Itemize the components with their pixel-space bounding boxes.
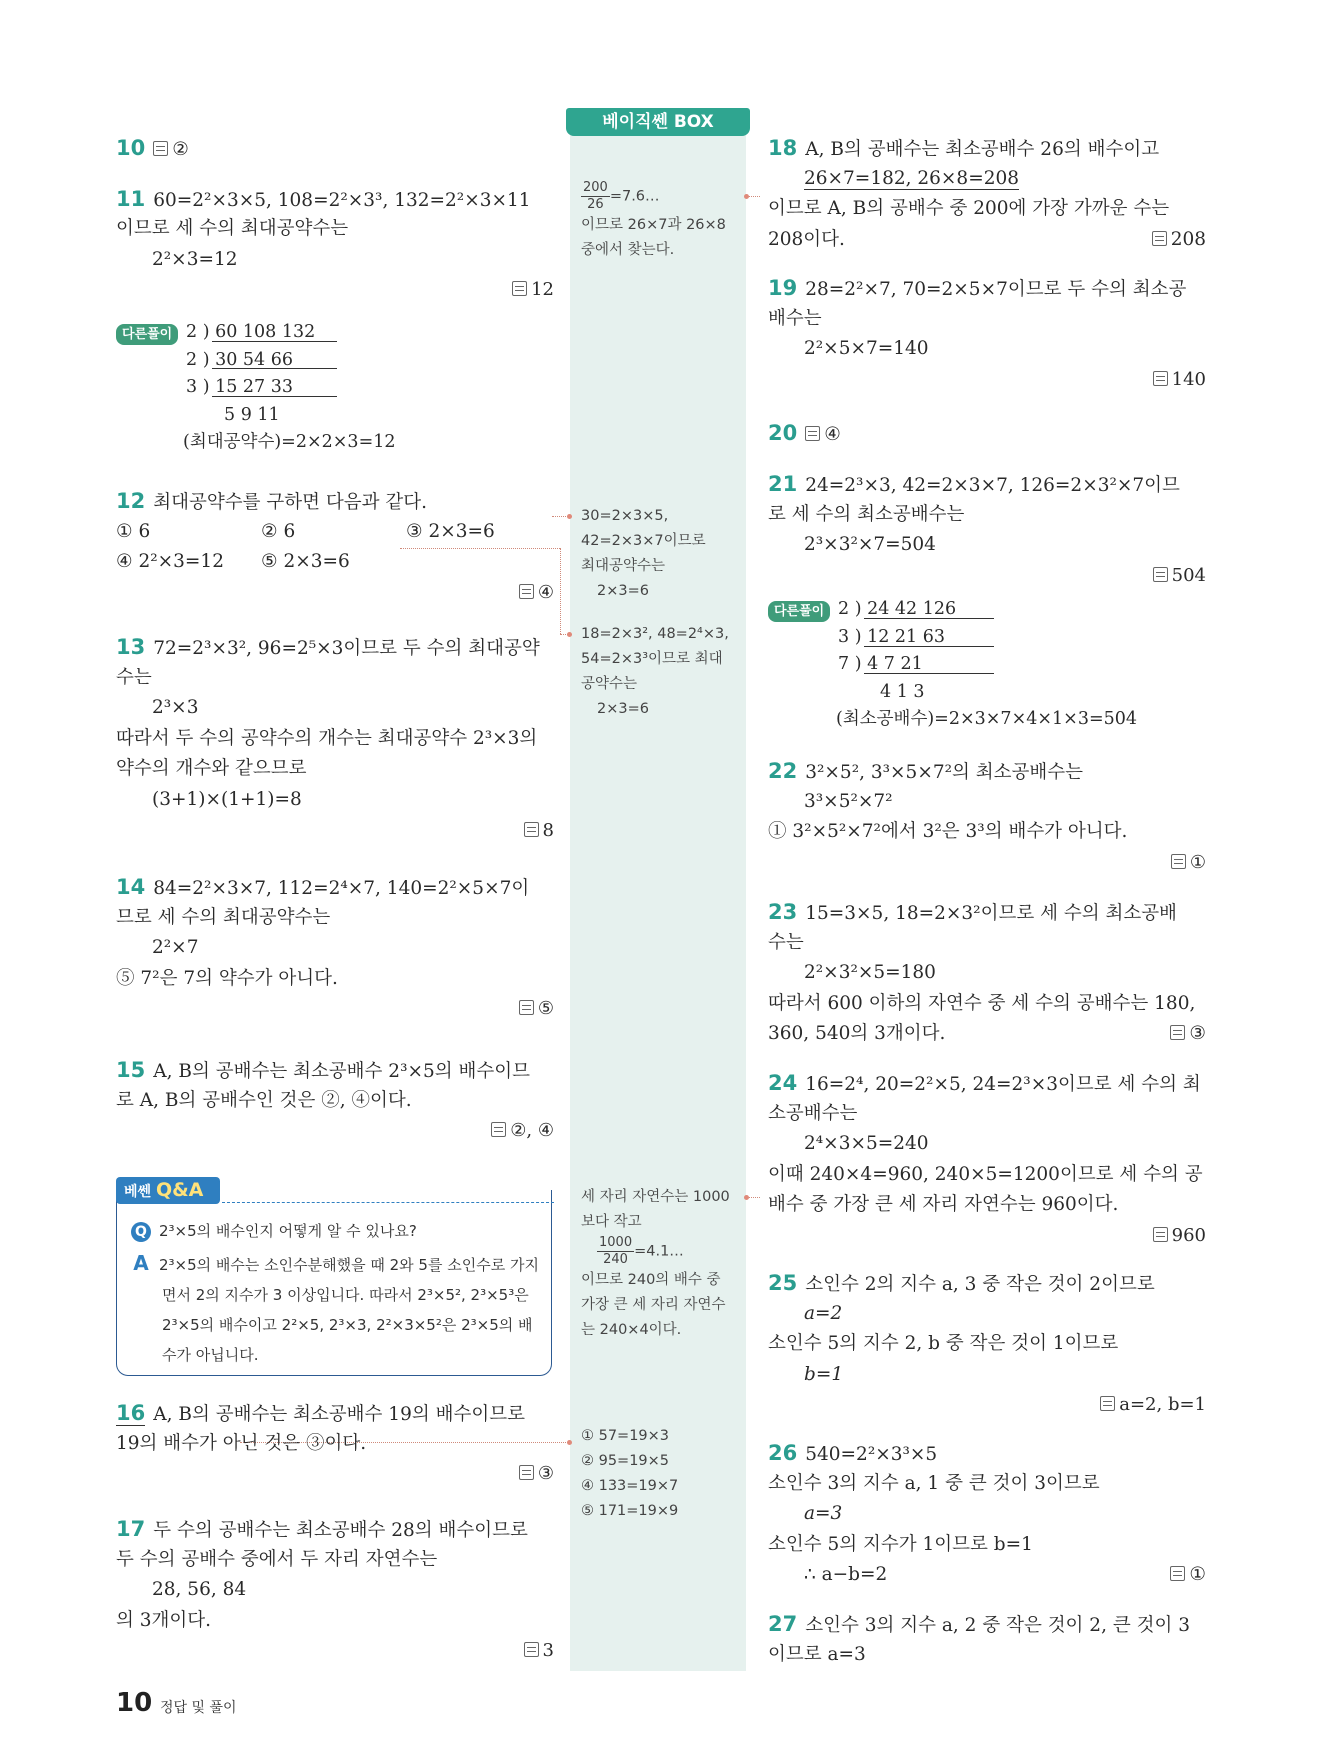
page-number: 10	[116, 1688, 153, 1718]
connector-dot	[567, 1440, 572, 1445]
page-footer-label: 정답 및 풀이	[160, 1700, 237, 1716]
problem-25: 25 소인수 2의 지수 a, 3 중 작은 것이 2이므로 a=2 소인수 5의 지수 2, b 중 작은 것이 1이므로 b=1 a=2, b=1	[768, 1271, 1206, 1416]
problem-19: 19 28=2²×7, 70=2×5×7이므로 두 수의 최소공 배수는 2²×5×7=140 140	[768, 276, 1206, 390]
connector-dot	[744, 1195, 749, 1200]
basic-box-title: 베이직쎈 BOX	[566, 108, 750, 136]
answer-icon	[1153, 1227, 1168, 1242]
answer-icon	[1170, 1025, 1185, 1040]
answer-icon	[1153, 567, 1168, 582]
fraction: $\frac{1000}{240}$	[599, 1235, 633, 1267]
qa-question: Q 2³×5의 배수인지 어떻게 알 수 있나요?	[131, 1216, 417, 1246]
problem-17: 17 두 수의 공배수는 최소공배수 28의 배수이므로 두 수의 공배수 중에서 두 자리 자연수는 28, 56, 84 의 3개이다. 3	[116, 1517, 554, 1662]
problem-16: 16 A, B의 공배수는 최소공배수 19의 배수이므로 19의 배수가 아닌 것은 ③이다. ③	[116, 1401, 554, 1485]
box-note-18: $\frac{200}{26}$ =7.6… 이므로 26×7과 26×8 중에서 찾는다.	[581, 180, 726, 258]
answer-icon	[519, 1000, 534, 1015]
problem-22: 22 3²×5², 3³×5×7²의 최소공배수는 3³×5²×7² ① 3²×5²×7²에서 3²은 3³의 배수가 아니다. ①	[768, 759, 1206, 873]
problem-12: 12 최대공약수를 구하면 다음과 같다. ① 6 ② 6 ③ 2×3=6 ④ 2²×3=12 ⑤ 2×3=6 ④	[116, 489, 554, 603]
q-icon: Q	[131, 1222, 151, 1242]
problem-11: 11 60=2²×3×5, 108=2²×3³, 132=2²×3×11	[116, 186, 531, 211]
a-icon: A	[133, 1251, 149, 1275]
left-column: 10 ② 11 60=2²×3×5, 108=2²×3³, 132=2²×3×11 이므로 세 수의 최대공약수는 2²×3=12 12	[116, 133, 554, 306]
problem-21: 21 24=2³×3, 42=2×3×7, 126=2×3²×7이므 로 세 수의 최소공배수는 2³×3²×7=504 504	[768, 472, 1206, 586]
alt-solution-badge: 다른풀이	[116, 324, 178, 345]
answer-icon	[524, 822, 539, 837]
problem-24: 24 16=2⁴, 20=2²×5, 24=2³×3이므로 세 수의 최 소공배수는 2⁴×3×5=240 이때 240×4=960, 240×5=1200이므로 세 수의 공 배수 중 가장 큰 세 자리 자연수는 960이다. 960	[768, 1071, 1206, 1246]
box-note-24: 세 자리 자연수는 1000 보다 작고 $\frac{1000}{240}$ =4.1… 이므로 240의 배수 중 가장 큰 세 자리 자연수 는 240×4이다.	[581, 1189, 730, 1338]
qa-title: 베쎈 Q&A	[116, 1177, 220, 1204]
answer-icon	[1170, 1566, 1185, 1581]
qa-divider	[222, 1202, 554, 1203]
qa-answer: A 2³×5의 배수는 소인수분해했을 때 2와 5를 소인수로 가지 면서 2의 지수가 3 이상입니다. 따라서 2³×5², 2³×5³은 2³×5의 배수이고 2²×5, 2³×3, 2²×3×5²은 2³×5의 배 수가 아닙니다.	[131, 1248, 539, 1370]
connector-dot	[744, 194, 749, 199]
problem-27: 27 소인수 3의 지수 a, 2 중 작은 것이 2, 큰 것이 3 이므로 a=3	[768, 1612, 1190, 1665]
problem-13: 13 72=2³×3², 96=2⁵×3이므로 두 수의 최대공약 수는 2³×3 따라서 두 수의 공약수의 개수는 최대공약수 2³×3의 약수의 개수와 같으므로 (3+1)×(1+1)=8 8	[116, 635, 554, 841]
answer-icon	[519, 1465, 534, 1480]
answer-icon	[1152, 231, 1167, 246]
answer-icon	[1100, 1396, 1115, 1411]
box-note-13: 18=2×3², 48=2⁴×3, 54=2×3³이므로 최대 공약수는 2×3=6	[581, 626, 729, 717]
connector-dot	[567, 514, 572, 519]
connector-dot	[567, 632, 572, 637]
problem-23: 23 15=3×5, 18=2×3²이므로 세 수의 최소공배 수는 2²×3²×5=180 따라서 600 이하의 자연수 중 세 수의 공배수는 180, 360, 540의 3개이다. ③	[768, 900, 1206, 1045]
answer-icon	[1171, 854, 1186, 869]
problem-26: 26 540=2²×3³×5 소인수 3의 지수 a, 1 중 큰 것이 3이므로 a=3 소인수 5의 지수가 1이므로 b=1 ∴ a−b=2 ①	[768, 1441, 1206, 1586]
answer-icon	[524, 1642, 539, 1657]
connector-line	[560, 548, 561, 634]
fraction: $\frac{200}{26}$	[583, 180, 608, 212]
answer-icon	[153, 141, 168, 156]
box-note-16: ① 57=19×3 ② 95=19×5 ④ 133=19×7 ⑤ 171=19×9	[581, 1428, 679, 1519]
answer-icon	[519, 584, 534, 599]
answer-icon	[491, 1122, 506, 1137]
answer-icon	[512, 281, 527, 296]
answer-11: 12	[116, 275, 554, 306]
problem-10: 10 ②	[116, 136, 189, 160]
problem-20: 20 ④	[768, 421, 841, 445]
answer-icon	[805, 426, 820, 441]
problem-14: 14 84=2²×3×7, 112=2⁴×7, 140=2²×5×7이 므로 세 수의 최대공약수는 2²×7 ⑤ 7²은 7의 약수가 아니다. ⑤	[116, 875, 554, 1020]
alt-solution-badge: 다른풀이	[768, 601, 830, 622]
problem-18: 18 A, B의 공배수는 최소공배수 26의 배수이고 26×7=182, 26×8=208 이므로 A, B의 공배수 중 200에 가장 가까운 수는 208이다. 208	[768, 136, 1206, 250]
box-note-12: 30=2×3×5, 42=2×3×7이므로 최대공약수는 2×3=6	[581, 508, 706, 599]
answer-icon	[1153, 371, 1168, 386]
problem-15: 15 A, B의 공배수는 최소공배수 2³×5의 배수이므 로 A, B의 공배수인 것은 ②, ④이다. ②, ④	[116, 1058, 554, 1142]
